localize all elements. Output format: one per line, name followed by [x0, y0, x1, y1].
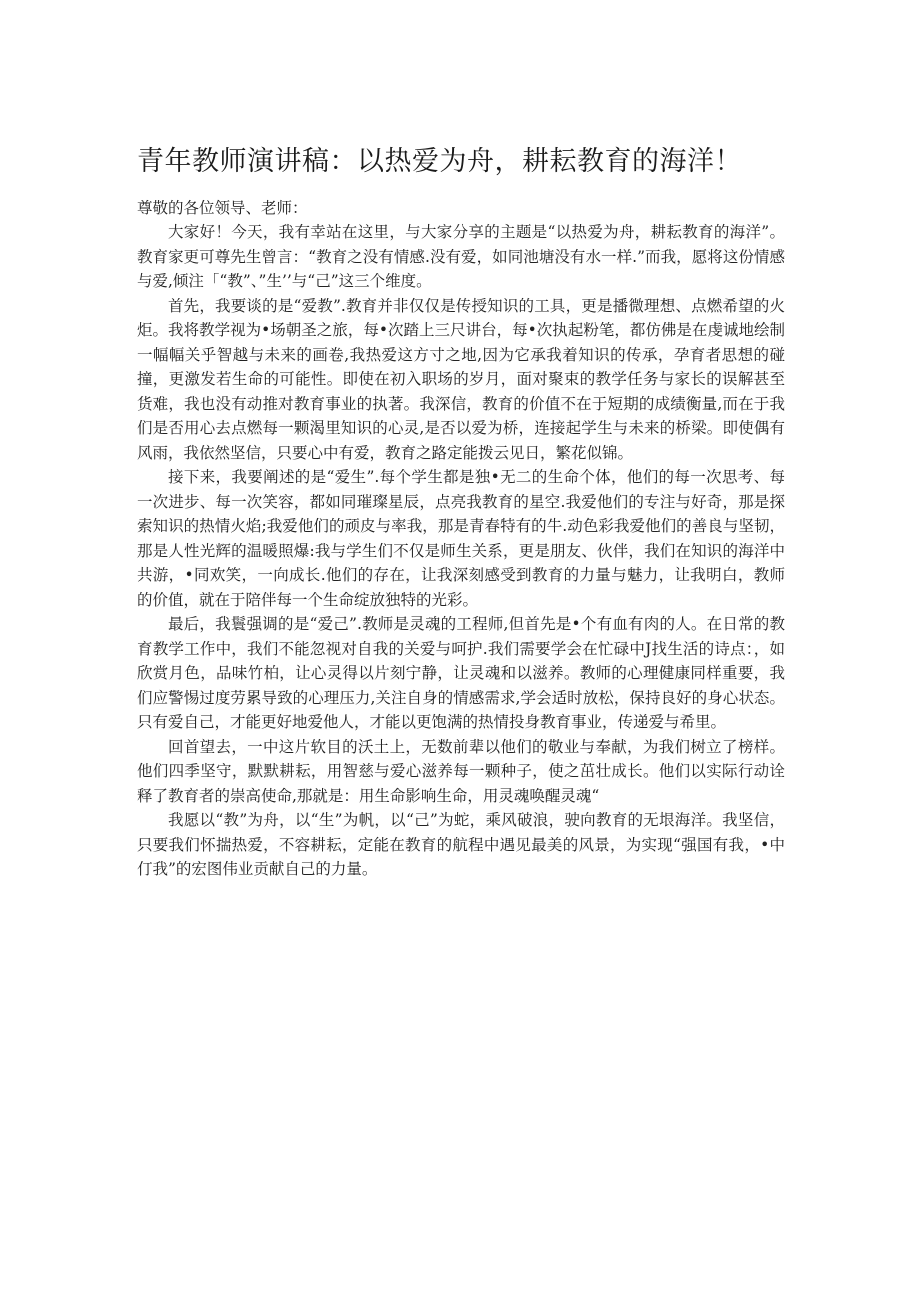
paragraph-love-students: 接下来，我要阐述的是“爱生”.每个学生都是独•无二的生命个体，他们的每一次思考、每一次进步、每一次笑容，都如同璀璨星辰，点亮我教育的星空.我爱他们的专注与好奇，那是探索知识的热情火焰;我爱他们的顽皮与率我，那是青春特有的牛.动色彩我爱他们的善良与坚韧，那是人性光辉的温暖照爆:我与学生们不仅是师生关系，更是朋友、伙伴，我们在知识的海洋中共游，•同欢笑，一向成长.他们的存在，让我深刻感受到教育的力量与魅力，让我明白，教师的价值，就在于陪伴每一个生命绽放独特的光彩。: [137, 468, 785, 609]
document-title: 青年教师演讲稿：以热爱为舟，耕耘教育的海洋！: [137, 146, 742, 177]
paragraph-love-self: 最后，我鬟强调的是“爱己”.教师是灵魂的工程师,但首先是•个有血有肉的人。在日常的教育教学工作中，我们不能忽视对自我的关爱与呵护.我们需要学会在忙碌中J找生活的诗点：，如欣赏月色，品味竹柏，让心灵得以片刻宁静，让灵魂和以滋养。教师的心理健康同样重要，我们应警惕过度劳累导致的心理压力,关注自身的情感需求,学会适时放松，保持良好的身心状态。只有爱自己，才能更好地爱他人，才能以更饱满的热情投身教育事业，传递爱与希里。: [137, 615, 785, 731]
salutation: 尊敬的各位领导、老师：: [137, 199, 308, 217]
paragraph-love-teaching: 首先，我要谈的是“爱教”.教育并非仅仅是传授知识的工具，更是播微理想、点燃希望的火炬。我将教学视为•场朝圣之旅，每•次踏上三尺讲台，每•次执起粉笔，都仿佛是在虔诚地绘制一幅幅关乎智越与未来的画卷,我热爱这方寸之地,因为它承我着知识的传承，孕育者思想的碰撞，更激发若生命的可能性。即使在初入职场的岁月，面对聚束的教学任务与家长的误解甚至货难，我也没有动推对教育事业的执著。我深信，教育的价值不在于短期的成绩衡量,而在于我们是否用心去点燃每一颗渴里知识的心灵,是否以爱为桥，连接起学生与未来的桥梁。即使偶有风雨，我依然坚信，只要心中有爱，教育之路定能拨云见日，繁花似锦。: [137, 296, 785, 462]
paragraph-looking-back: 回首望去，一中这片软目的沃土上，无数前辈以他们的敬业与奉献，为我们树立了榜样。他们四季坚守，默默耕耘，用智慈与爱心滋养每一颗种子，使之茁壮成长。他们以实际行动诠释了教育者的崇高使命,那就是：用生命影响生命，用灵魂唤醒灵魂“: [137, 737, 785, 805]
paragraph-greeting: 大家好！今天，我有幸站在这里，与大家分享的主题是“以热爱为舟，耕耘教育的海洋”。教育家更可尊先生曾言：“教育之没有情感.没有爱，如同池塘没有水一样.”而我，愿将这份情感与爱,倾注「“教”、”生’’与“己”这三个维度。: [137, 223, 785, 290]
document-body: [137, 142, 785, 882]
paragraph-conclusion: 我愿以“教”为舟，以“生”为帆，以“己”为蛇，乘风破浪，驶向教育的无垠海洋。我坚信，只要我们怀揣热爱，不容耕耘，定能在教育的航程中遇见最美的风景，为实现“强国有我，•中仃我”的宏图伟业贡献自己的力量。: [137, 811, 785, 878]
